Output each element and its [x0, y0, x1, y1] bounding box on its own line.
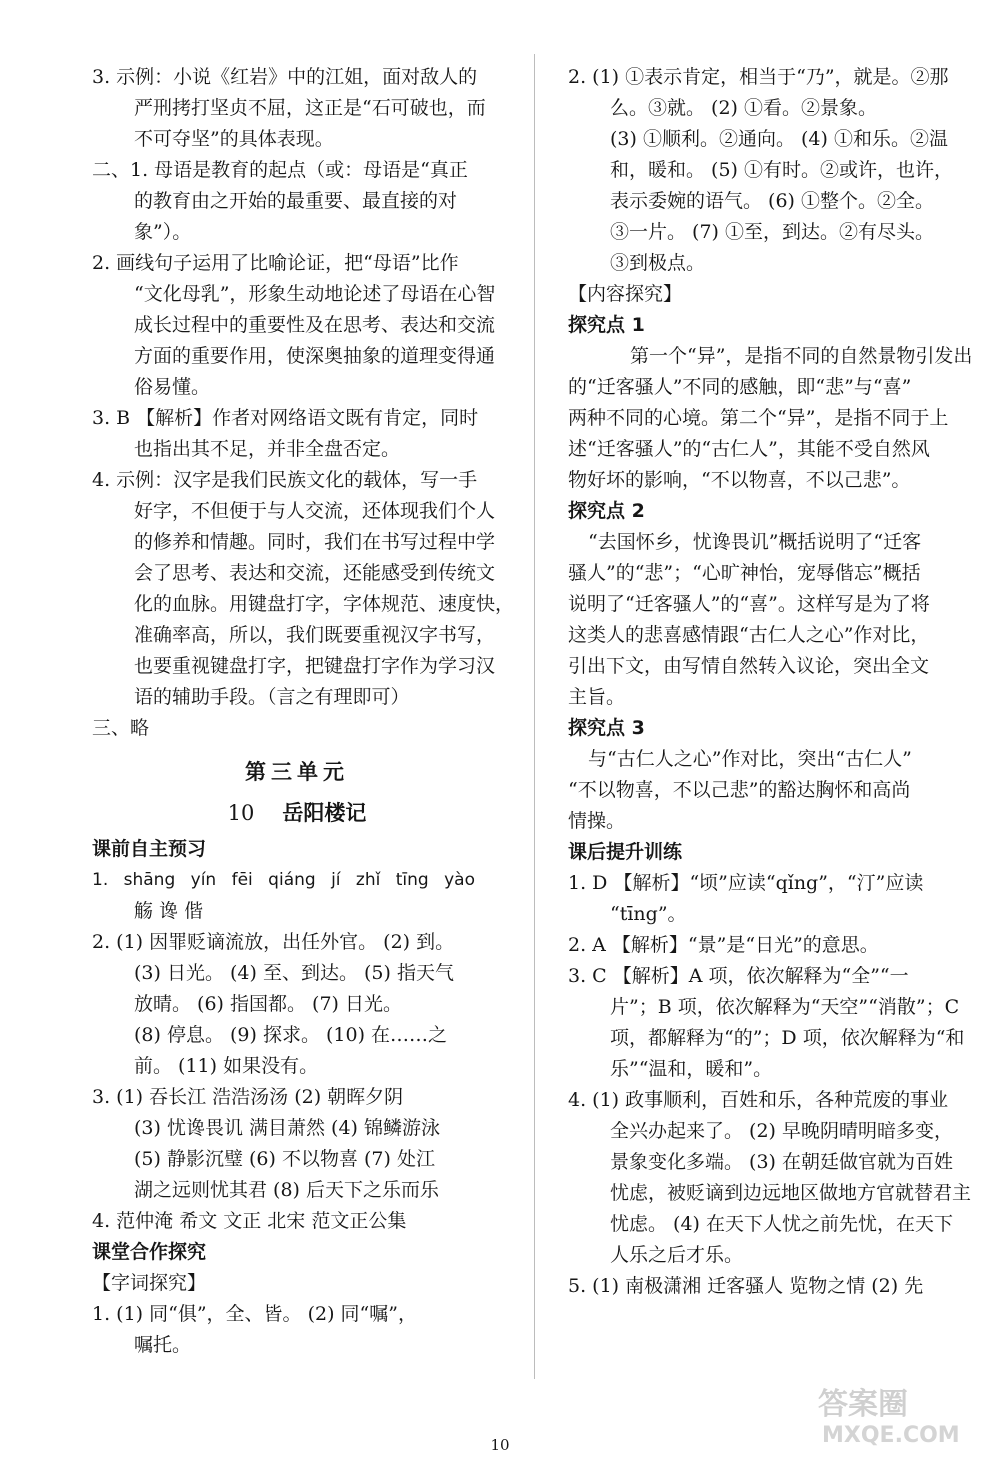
right-answer-block — [568, 62, 978, 1302]
text-line: 会了思考、表达和交流，还能感受到传统文 — [134, 562, 496, 584]
text-line: 忧虑，被贬谪到边远地区做地方官就替君主 — [610, 1182, 972, 1204]
text-line: 这类人的悲喜感情跟“古仁人之心”作对比， — [568, 624, 930, 646]
text-line: 情操。 — [568, 810, 626, 832]
text-line: 语的辅助手段。（言之有理即可） — [134, 686, 410, 708]
text-line: 2. (1) 因罪贬谪流放，出任外官。 (2) 到。 — [92, 931, 455, 953]
right-column — [568, 62, 978, 1302]
text-line: 3. 示例：小说《红岩》中的江姐，面对敌人的 — [92, 66, 478, 88]
text-line: ③一片。 (7) ①至，到达。②有尽头。 — [610, 221, 934, 243]
text-line: 说明了“迁客骚人”的“喜”。这样写是为了将 — [568, 593, 930, 615]
text-line: 成长过程中的重要性及在思考、表达和交流 — [134, 314, 496, 336]
text-line: 嘱托。 — [134, 1334, 192, 1356]
text-line: 骚人”的“悲”；“心旷神怡，宠辱偕忘”概括 — [568, 562, 921, 584]
text-line: 主旨。 — [568, 686, 626, 708]
text-line: 和，暖和。 (5) ①有时。②或许，也许， — [610, 159, 953, 181]
text-line: 3. B 【解析】作者对网络语文既有肯定，同时 — [92, 407, 479, 429]
text-line: 严刑拷打坚贞不屈，这正是“石可破也，而 — [134, 97, 486, 119]
text-line: 湖之远则忧其君 (8) 后天下之乐而乐 — [134, 1179, 439, 1201]
text-line: 2. (1) ①表示肯定，相当于“乃”，就是。②那 — [568, 66, 949, 88]
text-line: 放晴。 (6) 指国都。 (7) 日光。 — [134, 993, 402, 1015]
page-number: 10 — [490, 1436, 510, 1454]
text-line: 全兴办起来了。 (2) 早晚阴晴明暗多变， — [610, 1120, 953, 1142]
text-line: 项，都解释为“的”；D 项，依次解释为“和 — [610, 1027, 965, 1049]
lesson-title — [92, 792, 502, 834]
text-line: 【字词探究】 — [92, 1272, 207, 1294]
text-line: 探究点 3 — [568, 717, 645, 739]
text-line: 的教育由之开始的最重要、最直接的对 — [134, 190, 458, 212]
lesson-name: 岳阳楼记 — [282, 801, 367, 825]
text-line: 与“古仁人之心”作对比，突出“古仁人” — [588, 748, 912, 770]
text-line: 化的血脉。用键盘打字，字体规范、速度快， — [134, 593, 515, 615]
text-line: 3. C 【解析】A 项，依次解释为“全”“一 — [568, 965, 909, 987]
text-line: 4. 示例：汉字是我们民族文化的载体，写一手 — [92, 469, 478, 491]
text-line: (5) 静影沉璧 (6) 不以物喜 (7) 处江 — [134, 1148, 435, 1170]
text-line: 1. (1) 同“俱”，全、皆。 (2) 同“嘱”， — [92, 1303, 417, 1325]
text-line: “去国怀乡，忧谗畏讥”概括说明了“迁客 — [588, 531, 922, 553]
text-line: 课前自主预习 — [92, 838, 207, 860]
lesson-answer-block — [92, 834, 502, 1361]
text-line: 三、略 — [92, 717, 150, 739]
text-line: 也指出其不足，并非全盘否定。 — [134, 438, 401, 460]
text-line: 1. shāng yín fēi qiáng jí zhǐ tīng yào — [92, 870, 475, 890]
text-line: 景象变化多端。 (3) 在朝廷做官就为百姓 — [610, 1151, 953, 1173]
text-line: “tīng”。 — [610, 903, 687, 925]
text-line: 探究点 2 — [568, 500, 645, 522]
text-line: 第一个“异”，是指不同的自然景物引发出 — [630, 345, 973, 367]
text-line: 也要重视键盘打字，把键盘打字作为学习汉 — [134, 655, 496, 677]
watermark-bottom: MXQE.COM — [822, 1423, 960, 1448]
text-line: (3) ①顺利。②通向。 (4) ①和乐。②温 — [610, 128, 948, 150]
text-line: “文化母乳”，形象生动地论述了母语在心智 — [134, 283, 496, 305]
text-line: 俗易懂。 — [134, 376, 211, 398]
text-line: 物好坏的影响，“不以物喜，不以己悲”。 — [568, 469, 911, 491]
text-line: “不以物喜，不以己悲”的豁达胸怀和高尚 — [568, 779, 911, 801]
text-line: 人乐之后才乐。 — [610, 1244, 744, 1266]
text-line: 的修养和情趣。同时，我们在书写过程中学 — [134, 531, 496, 553]
text-line: 忧虑。 (4) 在天下人忧之前先忧，在天下 — [610, 1213, 953, 1235]
text-line: 课堂合作探究 — [92, 1241, 207, 1263]
text-line: 方面的重要作用，使深奥抽象的道理变得通 — [134, 345, 496, 367]
text-line: 2. A 【解析】“景”是“日光”的意思。 — [568, 934, 879, 956]
text-line: 好字，不但便于与人交流，还体现我们个人 — [134, 500, 496, 522]
lesson-number: 10 — [227, 801, 255, 825]
text-line: 不可夺坚”的具体表现。 — [134, 128, 334, 150]
text-line: 探究点 1 — [568, 314, 645, 336]
text-line: 1. D 【解析】“顷”应读“qǐng”，“汀”应读 — [568, 872, 924, 894]
text-line: 的“迁客骚人”不同的感触，即“悲”与“喜” — [568, 376, 912, 398]
text-line: (3) 日光。 (4) 至、到达。 (5) 指天气 — [134, 962, 454, 984]
text-line: 5. (1) 南极潇湘 迁客骚人 览物之情 (2) 先 — [568, 1275, 924, 1297]
text-line: 二、1. 母语是教育的起点（或：母语是“真正 — [92, 159, 468, 181]
text-line: 么。③就。 (2) ①看。②景象。 — [610, 97, 877, 119]
unit-title: 第三单元 — [245, 760, 349, 784]
text-line: (8) 停息。 (9) 探求。 (10) 在……之 — [134, 1024, 448, 1046]
text-line: 表示委婉的语气。 (6) ①整个。②全。 — [610, 190, 934, 212]
text-line: 前。 (11) 如果没有。 — [134, 1055, 319, 1077]
text-line: 引出下文，由写情自然转入议论，突出全文 — [568, 655, 930, 677]
watermark-top: 答案圈 — [818, 1387, 908, 1422]
text-line: 片”；B 项，依次解释为“天空”“消散”；C — [610, 996, 960, 1018]
text-line: 2. 画线句子运用了比喻论证，把“母语”比作 — [92, 252, 459, 274]
watermark-logo — [812, 1378, 982, 1448]
text-line: 4. (1) 政事顺利，百姓和乐，各种荒废的事业 — [568, 1089, 949, 1111]
text-line: (3) 忧谗畏讥 满目萧然 (4) 锦鳞游泳 — [134, 1117, 440, 1139]
left-column — [92, 62, 515, 1361]
text-line: ③到极点。 — [610, 252, 706, 274]
text-line: 象”）。 — [134, 221, 192, 243]
text-line: 3. (1) 吞长江 浩浩汤汤 (2) 朝晖夕阴 — [92, 1086, 404, 1108]
text-line: 乐”“温和，暖和”。 — [610, 1058, 773, 1080]
text-line: 课后提升训练 — [568, 841, 683, 863]
text-line: 4. 范仲淹 希文 文正 北宋 范文正公集 — [92, 1210, 407, 1232]
left-answer-block — [92, 62, 515, 744]
text-line: 述“迁客骚人”的“古仁人”，其能不受自然风 — [568, 438, 930, 460]
text-line: 两种不同的心境。第二个“异”，是指不同于上 — [568, 407, 949, 429]
text-line: 【内容探究】 — [568, 283, 683, 305]
text-line: 觞 谗 偕 — [134, 900, 204, 922]
text-line: 准确率高，所以，我们既要重视汉字书写， — [134, 624, 496, 646]
